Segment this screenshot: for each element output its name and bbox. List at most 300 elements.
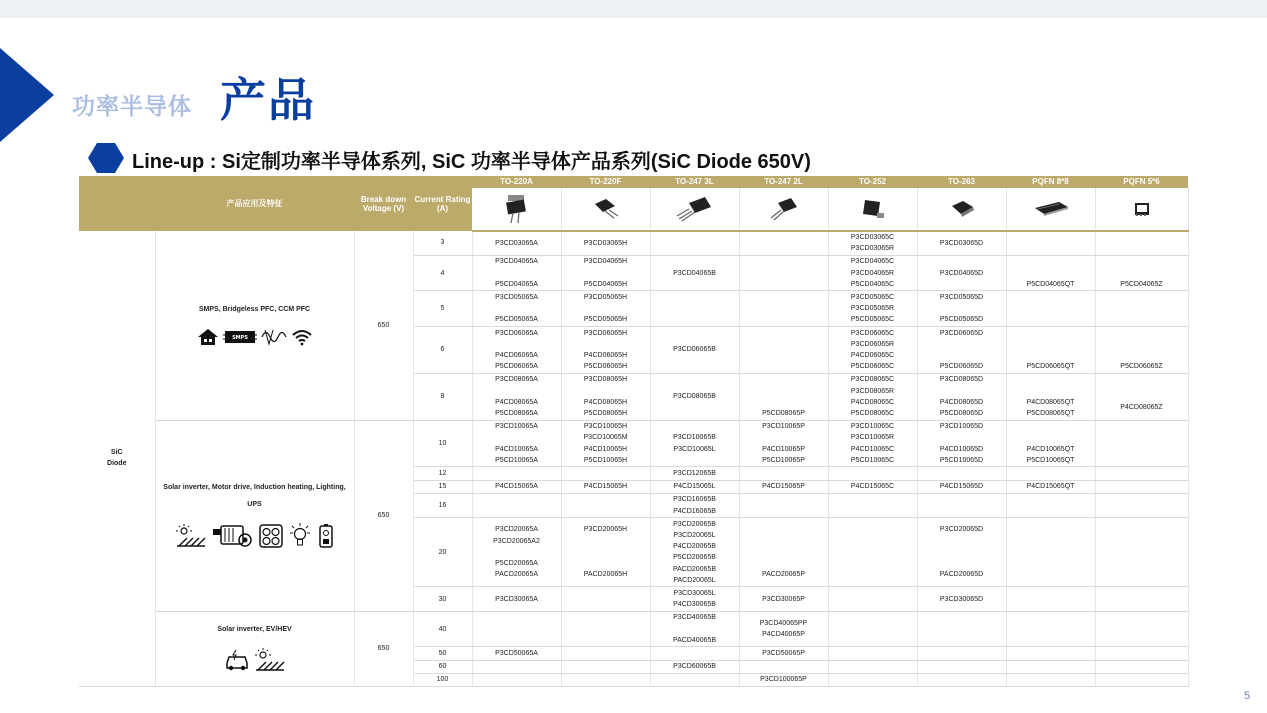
part-cell [561,291,650,327]
part-number [562,303,650,314]
part-cell [739,518,828,587]
current-rating-cell: 60 [413,660,472,673]
part-cell [561,420,650,467]
part-number [651,624,739,635]
part-number: PACD20065H [583,571,628,579]
part-number: P5CD10065A [495,456,538,464]
part-number [918,339,1006,350]
part-cell [561,518,650,587]
part-number: P5CD05065C [850,316,895,324]
part-cell [561,480,650,493]
ac-wave-icon [261,328,287,350]
part-number: P4CD08065Z [1120,404,1163,412]
header-application: 产品应用及特征 [155,176,354,231]
part-cell [828,420,917,467]
part-cell [650,420,739,467]
part-cell [828,291,917,327]
part-cell [650,480,739,493]
voltage-cell: 650 [354,231,413,420]
part-number: P3CD20065A [495,526,538,534]
part-number: P3CD04065B [673,269,716,277]
part-cell [1006,480,1095,493]
part-number: P3CD06065R [850,340,895,348]
voltage-cell: 650 [354,420,413,611]
part-number [1007,268,1095,279]
part-cell [828,518,917,587]
smps-module-icon [223,330,257,348]
part-number: P3CD10065H [583,423,628,431]
part-number: P3CD60065B [673,663,716,671]
part-number: P5CD04065Z [1120,280,1163,288]
part-cell [1095,255,1188,291]
part-cell [561,231,650,255]
ups-icon [317,523,335,553]
part-cell [1006,587,1095,611]
part-number [562,547,650,558]
header-package: TO-220F [561,176,650,188]
part-number: P5CD10065C [850,456,895,464]
part-number: P3CD20065D [939,526,984,534]
part-cell [1006,647,1095,660]
part-cell [650,291,739,327]
part-number: P3CD04065A [495,258,538,266]
voltage-cell: 650 [354,611,413,686]
part-number: P5CD08065QT [1026,409,1075,417]
part-number: P5CD06065A [495,363,538,371]
to263-package-icon [917,188,1006,231]
current-rating-cell: 5 [413,291,472,327]
part-cell [561,255,650,291]
part-number: P5CD20065B [673,554,716,562]
part-cell [1006,673,1095,686]
part-number: P5CD08065A [495,409,538,417]
part-cell [472,255,561,291]
part-number: P3CD50065A [495,649,538,657]
part-cell [1006,231,1095,255]
part-number: P4CD15065D [939,483,984,491]
part-cell [472,611,561,647]
part-number: PACD40065B [672,636,717,644]
part-number [1096,268,1188,279]
part-number [1096,391,1188,402]
part-number: P4CD08065D [939,398,984,406]
header-package: TO-247 3L [650,176,739,188]
part-number [740,374,828,385]
part-number: P4CD10065P [762,445,805,453]
part-number: P3CD06065H [583,329,628,337]
part-cell [472,467,561,480]
application-label: Solar inverter, EV/HEV [217,626,292,634]
part-number: P3CD03065A [495,239,538,247]
part-number: PACD20065A [494,571,539,579]
part-cell [1095,467,1188,480]
part-cell [472,480,561,493]
part-number: P3CD05065R [850,305,895,313]
part-cell [917,480,1006,493]
part-cell [650,611,739,647]
part-cell [739,231,828,255]
header-current: Current Rating (A) [413,176,472,231]
part-number: P3CD10065C [850,423,895,431]
part-cell [917,587,1006,611]
part-cell [917,673,1006,686]
part-cell [739,255,828,291]
part-number: PACD20065L [673,576,716,584]
part-cell [650,518,739,587]
part-number: P4CD30065B [673,601,716,609]
part-cell [472,327,561,374]
part-number [740,558,828,569]
part-cell [917,291,1006,327]
part-number [1007,350,1095,361]
part-number [473,339,561,350]
part-number: P5CD05065H [583,316,628,324]
part-number: P3CD04065D [939,269,984,277]
part-cell [1095,420,1188,467]
lineup-table [79,176,1189,687]
part-number: P3CD08065R [850,387,895,395]
part-number: P4CD10065C [850,445,895,453]
part-number: P4CD06065C [850,351,895,359]
part-number [1007,374,1095,385]
part-cell [917,420,1006,467]
part-cell [828,231,917,255]
induction-cooktop-icon [259,524,283,552]
part-number: P3CD30065D [939,595,984,603]
part-cell [828,587,917,611]
part-cell [1006,467,1095,480]
part-number: P5CD10065D [939,456,984,464]
part-number: P4CD08065C [850,398,895,406]
hexagon-bullet-icon [88,143,124,173]
part-number: P5CD10065P [762,456,805,464]
part-number: P3CD03065D [939,239,984,247]
part-number: P5CD05065D [939,316,984,324]
part-number: P3CD04065H [583,258,628,266]
part-number: P3CD03065H [583,239,628,247]
part-number [1007,386,1095,397]
part-number [918,303,1006,314]
part-number: P4CD10065D [939,445,984,453]
part-cell [472,673,561,686]
part-cell [1006,373,1095,420]
table-row [79,420,1188,467]
part-cell [1006,291,1095,327]
part-number: P3CD100065P [760,676,807,684]
part-number [918,432,1006,443]
part-cell [739,467,828,480]
part-number: P3CD30065A [495,595,538,603]
to247-3l-package-icon [650,188,739,231]
part-cell [561,373,650,420]
header-package: PQFN 8*8 [1006,176,1095,188]
part-number: P3CD30065L [673,589,716,597]
part-number: P3CD05065D [939,293,984,301]
part-cell [650,373,739,420]
part-cell [650,673,739,686]
part-number: P3CD06065D [939,329,984,337]
part-number: P4CD06065A [495,351,538,359]
part-cell [472,660,561,673]
part-number: P5CD05065A [495,316,538,324]
part-cell [739,493,828,517]
part-number: P3CD20065A2 [493,537,540,545]
table-row [79,611,1188,647]
part-cell [650,660,739,673]
part-number: P3CD30065P [762,595,805,603]
part-number [1007,432,1095,443]
part-number: PACD20065B [672,565,717,573]
part-number [1096,339,1188,350]
current-rating-cell: 50 [413,647,472,660]
current-rating-cell: 4 [413,255,472,291]
header-package: TO-263 [917,176,1006,188]
part-number: P5CD04065C [850,280,895,288]
part-cell [650,467,739,480]
part-number [562,268,650,279]
part-number: P5CD10065H [583,456,628,464]
current-rating-cell: 100 [413,673,472,686]
to252-package-icon [828,188,917,231]
part-cell [828,373,917,420]
part-number [473,303,561,314]
part-number: P3CD50065P [762,649,805,657]
part-number: P3CD08065H [583,376,628,384]
part-number: P3CD16065B [673,496,716,504]
part-cell [739,647,828,660]
part-cell [472,493,561,517]
part-cell [828,480,917,493]
part-cell [650,255,739,291]
part-cell [650,231,739,255]
part-number [918,558,1006,569]
part-cell [1095,373,1188,420]
part-number [1007,339,1095,350]
part-number [918,386,1006,397]
section-title: Line-up : Si定制功率半导体系列, SiC 功率半导体产品系列(SiC Diode 650V) [132,151,811,173]
current-rating-cell: 30 [413,587,472,611]
current-rating-cell: 20 [413,518,472,587]
part-number: P4CD08065QT [1026,398,1075,406]
part-number: P5CD06065D [939,363,984,371]
part-number: P4CD15065L [673,483,716,491]
header-package: TO-220A [472,176,561,188]
part-number: P3CD04065R [850,269,895,277]
part-cell [828,493,917,517]
part-number: P5CD10065QT [1026,456,1075,464]
part-number: P4CD10065A [495,445,538,453]
part-number: PACD20065D [939,571,984,579]
solar-panel-icon [175,524,207,552]
top-band [0,0,1267,18]
family-label: SiC Diode [79,231,155,686]
part-number: P4CD10065H [583,445,628,453]
part-number: P3CD10065D [939,423,984,431]
part-cell [1006,255,1095,291]
part-cell [650,647,739,660]
application-cell [155,231,354,420]
part-number [1096,328,1188,339]
part-number: P4CD15065C [850,483,895,491]
part-cell [561,673,650,686]
current-rating-cell: 15 [413,480,472,493]
to247-2l-package-icon [739,188,828,231]
part-number: P3CD40065B [673,614,716,622]
part-number [562,558,650,569]
part-number: P5CD04065H [583,280,628,288]
part-number [1007,328,1095,339]
part-number: P3CD08065A [495,376,538,384]
part-cell [1095,231,1188,255]
current-rating-cell: 6 [413,327,472,374]
to220a-package-icon [472,188,561,231]
part-cell [1095,587,1188,611]
motor-icon [211,524,255,552]
part-cell [739,327,828,374]
part-number: P5CD06065C [850,363,895,371]
part-number: P3CD05065H [583,293,628,301]
part-cell [739,673,828,686]
pqfn5x6-package-icon [1095,188,1188,231]
part-number: P4CD15065P [762,483,805,491]
part-cell [1095,611,1188,647]
part-number: P3CD05065A [495,293,538,301]
part-number: P5CD08065P [762,409,805,417]
wifi-icon [291,328,313,350]
part-number: P3CD10065M [583,434,628,442]
part-cell [739,373,828,420]
part-number [740,524,828,535]
part-cell [561,467,650,480]
part-number: P4CD06065H [583,351,628,359]
part-number [918,536,1006,547]
part-number [740,386,828,397]
house-icon [197,328,219,350]
light-bulb-icon [287,523,313,553]
part-cell [561,493,650,517]
part-cell [1095,291,1188,327]
part-cell [917,255,1006,291]
part-number [1007,421,1095,432]
part-number: P4CD15065QT [1026,483,1075,491]
part-number [1096,380,1188,391]
part-number [740,432,828,443]
part-cell [739,480,828,493]
part-number: P5CD08065D [939,409,984,417]
part-number: P3CD10065R [850,434,895,442]
part-number: P3CD03065C [850,234,895,242]
part-cell [1095,493,1188,517]
application-cell [155,611,354,686]
part-number [473,432,561,443]
part-number: P3CD10065L [673,445,716,453]
application-label: SMPS, Bridgeless PFC, CCM PFC [198,305,311,313]
part-cell [917,660,1006,673]
part-cell [472,231,561,255]
part-cell [917,518,1006,587]
part-number [740,397,828,408]
part-cell [739,611,828,647]
part-number [918,547,1006,558]
page-number: 5 [1244,690,1251,702]
part-number: P4CD20065B [673,543,716,551]
part-cell [917,611,1006,647]
part-number: P3CD12065B [673,469,716,477]
part-number: P3CD10065A [495,423,538,431]
application-icons [156,648,354,676]
part-number: P5CD06065H [583,363,628,371]
part-number [740,536,828,547]
part-cell [828,467,917,480]
header-blank [79,176,155,231]
part-cell [828,255,917,291]
part-cell [1006,327,1095,374]
part-cell [1095,327,1188,374]
part-number: P3CD10065P [762,423,805,431]
part-number [473,268,561,279]
part-number: P5CD08065C [850,409,895,417]
current-rating-cell: 16 [413,493,472,517]
application-label: Solar inverter, Motor drive, Induction heating, Lighting, UPS [163,483,346,508]
part-number: P3CD03065R [850,245,895,253]
part-cell [561,611,650,647]
electric-car-icon [224,649,250,675]
part-number: P5CD06065QT [1026,363,1075,371]
part-cell [1006,518,1095,587]
part-number [473,547,561,558]
svg-text:SMPS: SMPS [231,334,248,341]
part-cell [472,647,561,660]
current-rating-cell: 40 [413,611,472,647]
page-subtitle: 功率半导体 [72,93,192,119]
part-number: P4CD15065H [583,483,628,491]
part-cell [1095,660,1188,673]
part-number: PACD20065P [761,571,806,579]
part-cell [917,493,1006,517]
part-number: P3CD20065H [583,526,628,534]
part-number: P3CD20065B [673,520,716,528]
page-title: 产品 [220,74,316,126]
header-package: TO-252 [828,176,917,188]
current-rating-cell: 8 [413,373,472,420]
part-cell [739,660,828,673]
part-cell [561,647,650,660]
part-cell [828,660,917,673]
current-rating-cell: 3 [413,231,472,255]
part-number: P4CD16065B [673,507,716,515]
current-rating-cell: 10 [413,420,472,467]
arrow-marker [0,48,54,142]
part-cell [739,587,828,611]
part-cell [828,611,917,647]
part-number: P3CD08065B [673,393,716,401]
pqfn8x8-package-icon [1006,188,1095,231]
part-number: P3CD08065C [850,376,895,384]
part-cell [650,327,739,374]
part-number: P5CD08065H [583,409,628,417]
application-icons [156,523,354,553]
part-cell [561,587,650,611]
part-cell [650,587,739,611]
part-cell [561,660,650,673]
current-rating-cell: 12 [413,467,472,480]
part-cell [1095,673,1188,686]
part-number [1096,350,1188,361]
part-cell [472,518,561,587]
part-number [740,547,828,558]
part-cell [650,493,739,517]
part-number: P4CD15065A [495,483,538,491]
